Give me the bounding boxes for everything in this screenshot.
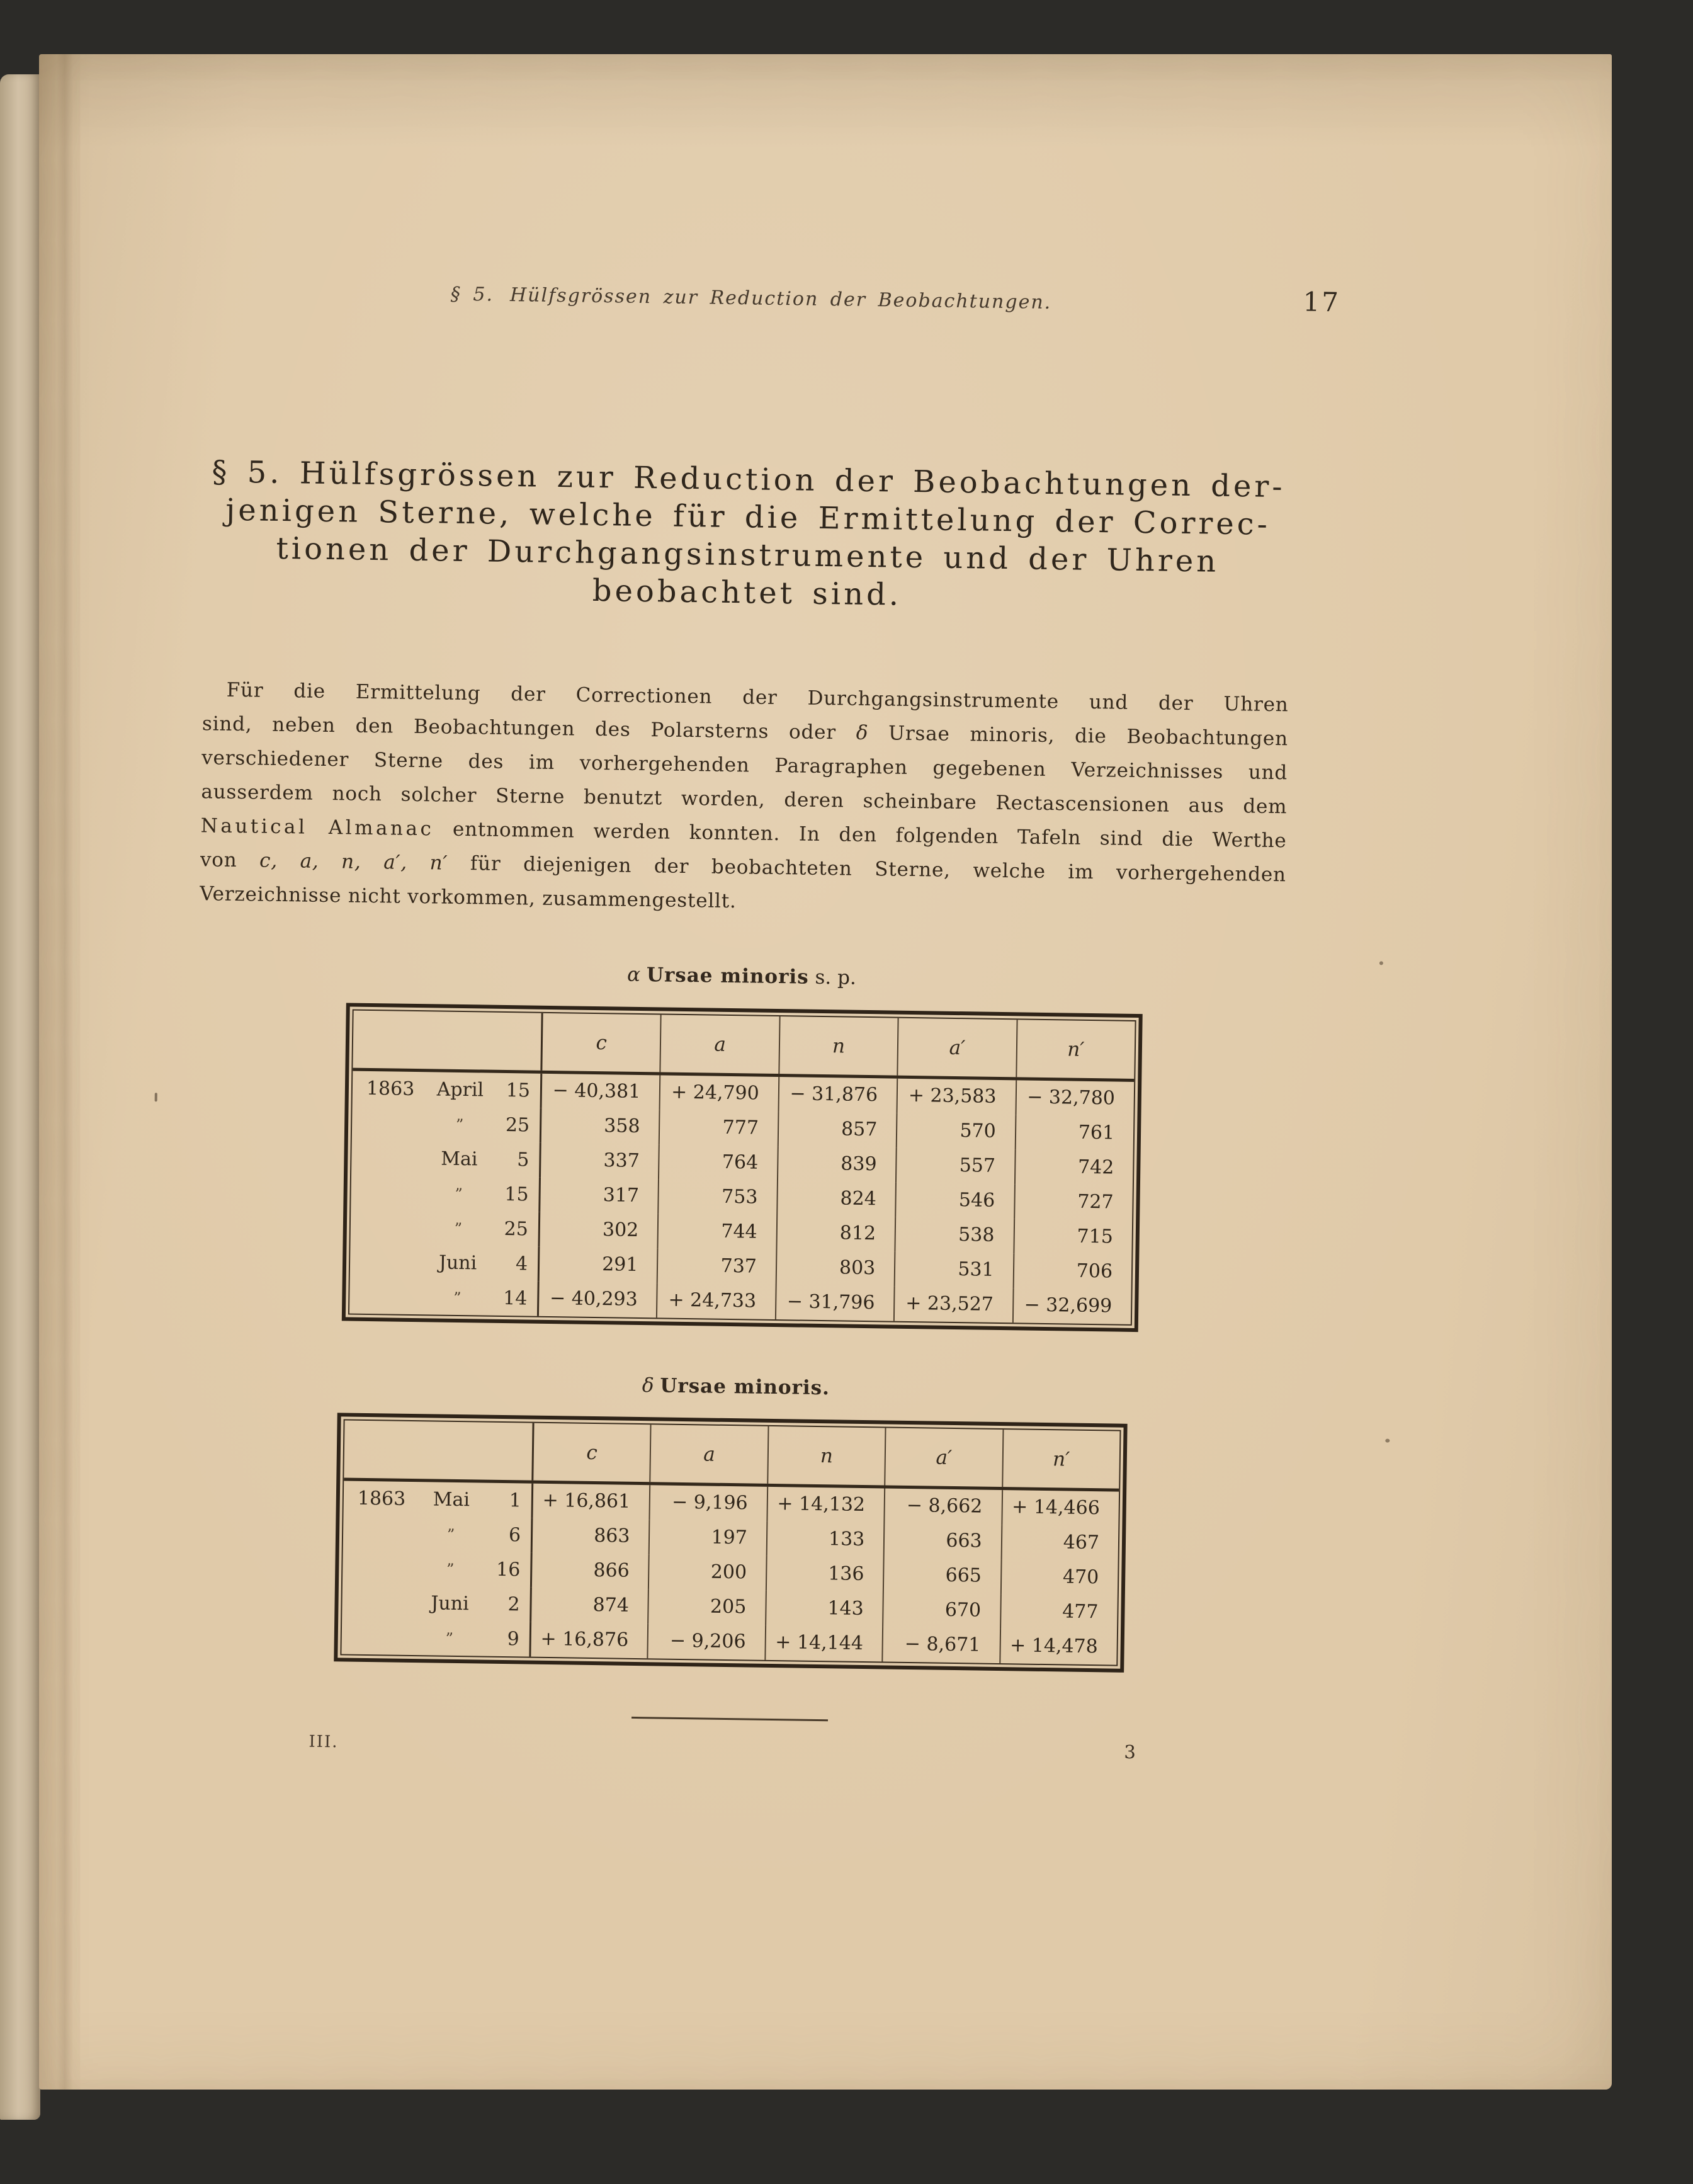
- value-cell: 803: [775, 1250, 894, 1287]
- text-segment: Ursae minoris, die Beobachtungen: [868, 721, 1289, 751]
- date-year: [365, 1192, 422, 1193]
- value-cell: 742: [1014, 1149, 1133, 1186]
- value-cell: 753: [658, 1179, 777, 1215]
- caption-star-letter: δ: [642, 1374, 654, 1397]
- running-header: [208, 280, 1294, 317]
- value-cell: 863: [531, 1518, 649, 1555]
- date-day: 2: [507, 1593, 520, 1616]
- value-cell: 205: [648, 1589, 766, 1625]
- ink-speck: [1379, 961, 1383, 965]
- date-year: [356, 1602, 413, 1603]
- value-cell: − 31,796: [775, 1285, 894, 1321]
- table-inner-frame: [340, 1419, 1121, 1666]
- footer-rule: [631, 1717, 828, 1721]
- value-cell: − 9,196: [649, 1485, 767, 1521]
- value-cell: + 14,478: [999, 1629, 1117, 1665]
- title-line: beobachtet sind.: [592, 572, 902, 613]
- value-cell: 337: [539, 1143, 659, 1180]
- value-cell: − 32,699: [1012, 1288, 1131, 1324]
- ditto-mark: ”: [446, 1560, 455, 1578]
- ink-speck: [1385, 1439, 1390, 1443]
- value-cell: 136: [766, 1556, 883, 1593]
- value-cell: 291: [538, 1247, 657, 1283]
- table-body: [349, 1071, 1134, 1324]
- book-page: [39, 54, 1612, 2090]
- value-cell: − 31,876: [778, 1077, 897, 1113]
- text-segment-letterspaced: Nautical Almanac: [200, 814, 434, 841]
- value-cell: 764: [658, 1144, 777, 1181]
- value-cell: 133: [766, 1521, 883, 1558]
- title-line: tionen der Durchgangsinstrumente und der Uhren: [276, 530, 1220, 579]
- value-cell: 197: [648, 1520, 766, 1556]
- caption-star-name: Ursae minoris.: [660, 1374, 830, 1400]
- table-header-row: [344, 1420, 1119, 1491]
- date-cell: [341, 1619, 529, 1656]
- column-header-a: a: [650, 1425, 768, 1484]
- value-cell: 866: [530, 1553, 648, 1590]
- date-cell: [353, 1071, 541, 1108]
- value-cell: 538: [895, 1217, 1014, 1254]
- value-cell: 706: [1012, 1253, 1131, 1290]
- value-cell: − 8,671: [882, 1627, 1000, 1663]
- date-day: 15: [506, 1079, 531, 1102]
- date-day: 4: [515, 1253, 528, 1275]
- value-cell: − 8,662: [884, 1488, 1002, 1525]
- value-cell: 824: [776, 1181, 895, 1217]
- ditto-mark: ”: [446, 1525, 455, 1544]
- table-delta-ursae-minoris: [334, 1413, 1127, 1672]
- value-cell: 744: [657, 1214, 776, 1250]
- value-cell: 857: [778, 1112, 897, 1148]
- text-segment: sind, neben den Beobachtungen des Polarsterns oder: [201, 712, 856, 744]
- date-cell: [350, 1244, 538, 1282]
- date-year: 1863: [366, 1077, 415, 1100]
- column-header-c: c: [540, 1013, 660, 1072]
- date-day: 5: [517, 1149, 529, 1171]
- text-segment: entnommen werden konnten. In den folgenden Tafeln sind die Werthe: [434, 817, 1287, 853]
- column-header-a: a: [660, 1015, 779, 1074]
- value-cell: 200: [648, 1554, 766, 1591]
- value-cell: 546: [895, 1183, 1014, 1219]
- paragraph-line: Für die Ermittelung der Correctionen der Durchgangsinstrumente und der Uhren: [226, 678, 1289, 717]
- date-month: Mai: [433, 1488, 470, 1511]
- running-header-title: Hülfsgrössen zur Reduction der Beobachtungen.: [509, 283, 1052, 314]
- date-column-header: [344, 1420, 532, 1480]
- table-inner-frame: [348, 1010, 1136, 1326]
- value-cell: 839: [777, 1146, 896, 1183]
- date-column-header: [353, 1011, 541, 1071]
- ditto-mark: ”: [455, 1115, 464, 1134]
- value-cell: 470: [1000, 1559, 1118, 1596]
- column-header-n: n: [767, 1426, 885, 1486]
- running-header-section: § 5.: [450, 283, 494, 306]
- value-cell: 737: [657, 1248, 776, 1285]
- date-month: Juni: [438, 1251, 477, 1275]
- caption-suffix: s. p.: [815, 965, 857, 989]
- column-header-n-prime: n′: [1016, 1020, 1135, 1079]
- value-cell: + 16,876: [529, 1622, 647, 1659]
- value-cell: 557: [895, 1148, 1014, 1185]
- column-header-a-prime: a′: [884, 1428, 1002, 1487]
- section-title: [204, 453, 1292, 619]
- value-cell: 777: [659, 1110, 778, 1146]
- value-cell: 670: [882, 1592, 1000, 1629]
- date-cell: [351, 1175, 539, 1212]
- date-cell: [342, 1584, 530, 1622]
- value-cell: + 14,132: [766, 1487, 884, 1523]
- value-cell: 761: [1014, 1115, 1133, 1151]
- date-year: [363, 1296, 420, 1297]
- value-cell: + 24,790: [659, 1075, 778, 1112]
- value-cell: − 40,381: [540, 1074, 660, 1110]
- column-header-n: n: [778, 1016, 898, 1076]
- page-number: 17: [1303, 286, 1341, 318]
- value-cell: 143: [765, 1591, 883, 1627]
- column-header-c: c: [531, 1423, 650, 1482]
- value-cell: − 32,780: [1015, 1080, 1134, 1117]
- date-cell: [351, 1140, 540, 1178]
- value-cell: 467: [1000, 1525, 1118, 1561]
- table-caption-alpha-ursae-minoris: [198, 957, 1284, 995]
- date-cell: [343, 1550, 531, 1587]
- value-cell: 302: [538, 1212, 657, 1249]
- date-day: 16: [495, 1558, 521, 1581]
- title-line: jenigen Sterne, welche für die Ermittelung der Correc-: [225, 492, 1271, 542]
- date-year: [356, 1567, 413, 1568]
- value-cell: 358: [540, 1108, 659, 1145]
- date-year: [365, 1157, 422, 1158]
- date-day: 14: [502, 1287, 528, 1310]
- sheet-number: 3: [1124, 1741, 1136, 1763]
- ditto-mark: ”: [454, 1219, 463, 1237]
- text-segment-italic: δ: [856, 721, 869, 744]
- value-cell: 812: [776, 1215, 895, 1252]
- value-cell: 570: [896, 1113, 1015, 1150]
- date-cell: [343, 1515, 531, 1552]
- value-cell: + 14,466: [1001, 1490, 1119, 1527]
- value-cell: − 40,293: [537, 1282, 657, 1318]
- ink-speck: [155, 1093, 157, 1101]
- column-header-a-prime: a′: [897, 1018, 1017, 1078]
- date-day: 9: [507, 1628, 520, 1651]
- date-cell: [351, 1210, 539, 1247]
- ditto-mark: ”: [455, 1185, 463, 1203]
- date-month: Mai: [441, 1147, 478, 1171]
- table-alpha-ursae-minoris: [342, 1003, 1143, 1332]
- value-cell: − 9,206: [647, 1624, 765, 1660]
- date-day: 1: [509, 1489, 522, 1512]
- date-day: 6: [508, 1524, 521, 1547]
- page-content: [24, 45, 1625, 2102]
- value-cell: 874: [529, 1588, 648, 1624]
- value-cell: 317: [538, 1178, 658, 1214]
- date-cell: [343, 1481, 531, 1518]
- column-header-n-prime: n′: [1002, 1430, 1120, 1489]
- title-line: § 5. Hülfsgrössen zur Reduction der Beobachtungen der-: [212, 454, 1286, 505]
- caption-star-name: Ursae minoris: [646, 964, 809, 989]
- value-cell: + 23,527: [893, 1287, 1012, 1323]
- value-cell: + 16,861: [531, 1484, 649, 1520]
- date-day: 15: [504, 1183, 529, 1206]
- value-cell: 665: [883, 1557, 1000, 1594]
- volume-signature: III.: [309, 1732, 339, 1752]
- value-cell: + 24,733: [656, 1283, 775, 1319]
- date-cell: [352, 1106, 540, 1143]
- value-cell: 663: [883, 1523, 1001, 1559]
- date-day: 25: [504, 1217, 529, 1241]
- caption-star-letter: α: [626, 963, 641, 986]
- ditto-mark: ”: [445, 1629, 454, 1647]
- paragraph-line: ausserdem noch solcher Sterne benutzt worden, deren scheinbare Rectascensionen aus dem: [201, 780, 1288, 819]
- date-day: 25: [505, 1114, 530, 1137]
- date-year: 1863: [357, 1487, 406, 1510]
- date-year: [364, 1261, 421, 1262]
- paragraph-line: Verzeichnisse nicht vorkommen, zusammengestellt.: [199, 882, 737, 913]
- ditto-mark: ”: [453, 1288, 461, 1307]
- text-segment: von: [200, 848, 260, 872]
- date-cell: [349, 1279, 538, 1316]
- date-month: Juni: [431, 1592, 469, 1615]
- paragraph-line: verschiedener Sterne des im vorhergehenden Paragraphen gegebenen Verzeichnisses und: [201, 746, 1288, 785]
- value-cell: + 14,144: [764, 1625, 882, 1662]
- date-month: April: [436, 1078, 484, 1101]
- value-cell: 477: [1000, 1594, 1118, 1630]
- value-cell: 715: [1013, 1219, 1132, 1255]
- table-body: [341, 1481, 1119, 1664]
- value-cell: + 23,583: [897, 1079, 1016, 1115]
- value-cell: 531: [894, 1252, 1013, 1288]
- text-segment-italic: c, a, n, a′, n′: [259, 849, 448, 875]
- table-caption-delta-ursae-minoris: [193, 1368, 1279, 1406]
- value-cell: 727: [1014, 1184, 1133, 1220]
- table-header-row: [353, 1011, 1135, 1082]
- body-paragraph: [200, 673, 1289, 926]
- text-segment: für diejenigen der beobachteten Sterne, welche im vorhergehenden: [448, 851, 1287, 887]
